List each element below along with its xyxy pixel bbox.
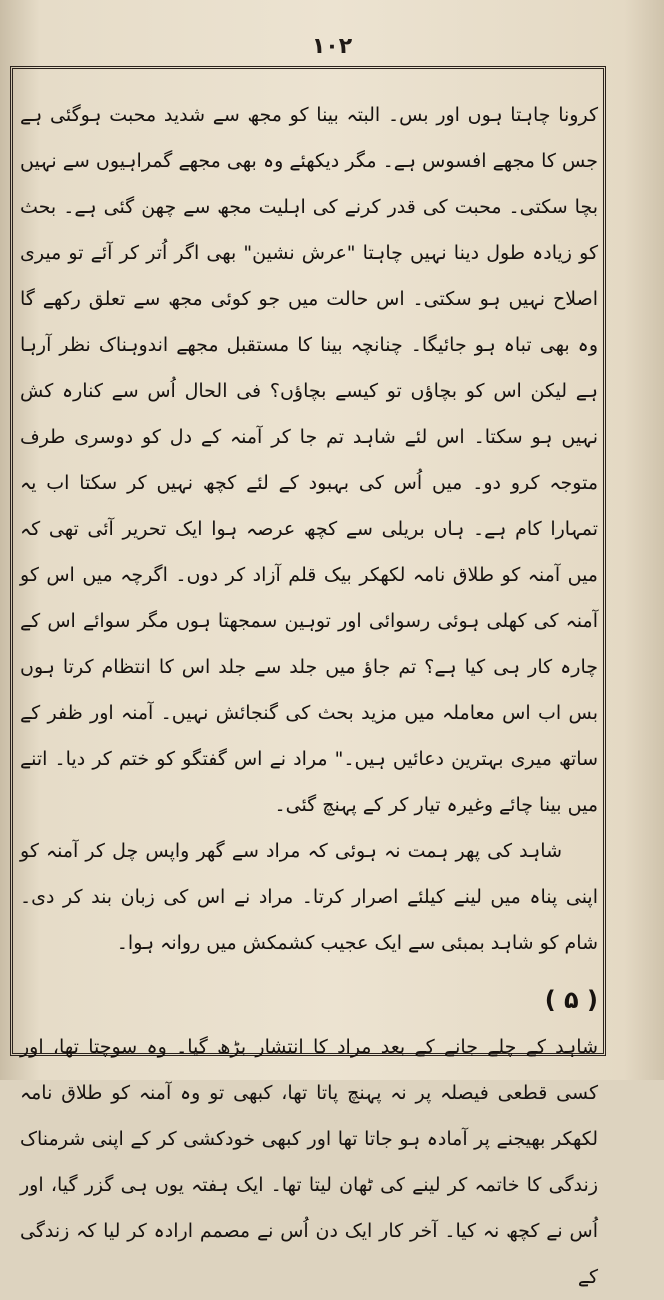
section-heading: ( ۵ ): [544, 986, 598, 1014]
body-text: [20, 92, 598, 1300]
paragraph-3: شاہد کے چلے جانے کے بعد مراد کا انتشار بڑھ گیا۔ وہ سوچتا تھا، اور کسی قطعی فیصلہ پر نہ پہنچ پاتا تھا، کبھی تو وہ آمنہ کو طلاق نامہ لکھکر بھیجنے پر آمادہ ہو جاتا تھا اور کبھی خودکشی کر کے اپنی شرمناک زندگی کا خاتمہ کر لینے کی ٹھان لیتا تھا۔ ایک ہفتہ یوں ہی گزر گیا، اور اُس نے کچھ نہ کیا۔ آخر کار ایک دن اُس نے مصمم ارادہ کر لیا کہ زندگی کے: [20, 1036, 598, 1288]
page-number: ۱۰۲: [311, 34, 353, 59]
paragraph-2: شاہد کی پھر ہمت نہ ہوئی کہ مراد سے گھر واپس چل کر آمنہ کو اپنی پناہ میں لینے کیلئے اصرار کرتا۔ مراد نے اس کی زبان بند کر دی۔ شام کو شاہد بمبئی سے ایک عجیب کشمکش میں روانہ ہوا۔: [20, 840, 598, 954]
paragraph-1: کرونا چاہتا ہوں اور بس۔ البتہ بینا کو مجھ سے شدید محبت ہوگئی ہے جس کا مجھے افسوس ہے۔ مگر دیکھئے وہ بھی مجھے گمراہیوں سے نہیں بچا سکتی۔ محبت کی قدر کرنے کی اہلیت مجھ سے چھن گئی ہے۔ بحث کو زیادہ طول دینا نہیں چاہتا "عرش نشین" بھی اگر اُتر کر آئے تو میری اصلاح نہیں ہو سکتی۔ اس حالت میں جو کوئی مجھ سے تعلق رکھے گا وہ بھی تباہ ہو جائیگا۔ چنانچہ بینا کا مستقبل مجھے اندوہناک نظر آرہا ہے لیکن اس کو بچاؤں تو کیسے بچاؤں؟ فی الحال اُس سے کنارہ کش نہیں ہو سکتا۔ اس لئے شاہد تم جا کر آمنہ کے دل کو دوسری طرف متوجہ کرو دو۔ میں اُس کی بہبود کے لئے کچھ نہیں کر سکتا اب یہ تمہارا کام ہے۔ ہاں بریلی سے کچھ عرصہ ہوا ایک تحریر آئی تھی کہ میں آمنہ کو طلاق نامہ لکھکر بیک قلم آزاد کر دوں۔ اگرچہ میں اس کو آمنہ کی کھلی ہوئی رسوائی اور توہین سمجھتا ہوں مگر سوائے اس کے چارہ کار ہی کیا ہے؟ تم جاؤ میں جلد سے جلد اس کا انتظام کرتا ہوں بس اب اس معاملہ میں مزید بحث کی گنجائش نہیں۔ آمنہ اور ظفر کے ساتھ میری بہترین دعائیں ہیں۔" مراد نے اس گفتگو کو ختم کر دیا۔ اتنے میں بینا چائے وغیرہ تیار کر کے پہنچ گئی۔: [20, 104, 598, 816]
